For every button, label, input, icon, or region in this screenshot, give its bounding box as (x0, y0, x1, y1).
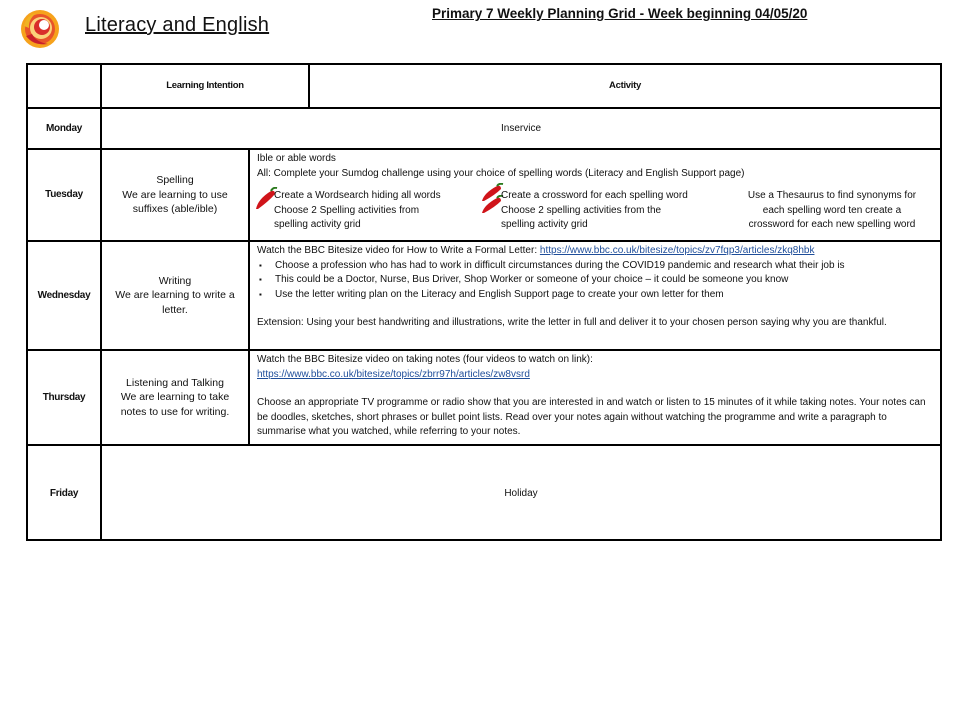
li-text: We are learning to use suffixes (able/ible) (122, 188, 228, 216)
merged-cell: Inservice (500, 122, 541, 134)
table-row-monday (28, 109, 940, 150)
bullet-list (257, 259, 932, 303)
activity-cell (250, 150, 940, 240)
bullet-item: ▪ Use the letter writing plan on the Literacy and English Support page to create your own letter for them (257, 288, 932, 303)
activity-body: Choose an appropriate TV programme or radio show that you are interested in and watch or listen to 15 minutes of it while taking notes. Your notes can be doodles, sketches, short phrases or bullet point lists. Read over your notes again without watching the programme and write a paragraph to summarise what you watched, while referring to your notes. (257, 397, 926, 437)
merged-cell: Holiday (504, 487, 538, 499)
learning-intention-cell (102, 351, 250, 444)
subject-title: Literacy and English (85, 14, 270, 36)
page-title: Primary 7 Weekly Planning Grid - Week beginning 04/05/20 (432, 6, 808, 21)
activity-intro: Watch the BBC Bitesize video for How to Write a Formal Letter: https://www.bbc.co.uk/bitesize/topics/zv7fqp3/articles/zkq8hbk (257, 245, 815, 256)
tier-three: Use a Thesaurus to find synonyms for each spelling word ten create a crossword for each new spelling word (747, 190, 917, 230)
activity-intro: Watch the BBC Bitesize video on taking notes (four videos to watch on link): (257, 354, 593, 365)
learning-intention-cell (102, 150, 250, 240)
li-title: Listening and Talking (126, 376, 224, 389)
header-day-cell (28, 65, 102, 107)
li-title: Writing (158, 274, 192, 287)
day-label: Monday (28, 109, 102, 148)
li-text: We are learning to take notes to use for writing. (120, 391, 230, 418)
day-label: Thursday (28, 351, 102, 444)
tier-one-chili: Create a Wordsearch hiding all words Choose 2 Spelling activities from spelling activity grid (274, 190, 441, 230)
day-label: Friday (28, 446, 102, 541)
header-learning-intention: Learning Intention (102, 65, 310, 107)
bullet-item: ▪ This could be a Doctor, Nurse, Bus Driver, Shop Worker or someone of your choice – it could be someone you know (257, 273, 932, 288)
challenge-tiers (257, 189, 932, 239)
bbc-bitesize-letter-link[interactable]: https://www.bbc.co.uk/bitesize/topics/zv7fqp3/articles/zkq8hbk (539, 245, 815, 256)
table-row-friday (28, 446, 940, 541)
planning-grid (26, 63, 942, 541)
activity-cell (250, 242, 940, 349)
bbc-bitesize-notes-link[interactable]: https://www.bbc.co.uk/bitesize/topics/zbrr97h/articles/zw8vsrd (257, 368, 530, 380)
learning-intention-cell (102, 242, 250, 349)
phoenix-logo-icon (18, 6, 62, 50)
li-text: We are learning to write a letter. (115, 289, 235, 316)
activity-cell (250, 351, 940, 444)
bullet-item: ▪ Choose a profession who has had to work in difficult circumstances during the COVID19 pandemic and research what their job is (257, 259, 932, 274)
table-row-tuesday (28, 150, 940, 242)
table-row-wednesday (28, 242, 940, 351)
day-label: Tuesday (28, 150, 102, 240)
header-row (28, 65, 940, 109)
header-activity: Activity (609, 80, 641, 91)
extension-text: Extension: Using your best handwriting and illustrations, write the letter in full and deliver it to your chosen person saying why you are thankful. (257, 317, 887, 328)
li-title: Spelling (156, 174, 194, 187)
table-row-thursday (28, 351, 940, 446)
activity-line: All: Complete your Sumdog challenge using your choice of spelling words (Literacy and English Support page) (257, 167, 745, 179)
activity-line: Ible or able words (257, 153, 336, 164)
day-label: Wednesday (28, 242, 102, 349)
tier-two-chilies: Create a crossword for each spelling word Choose 2 spelling activities from the spelling activity grid (501, 190, 688, 230)
